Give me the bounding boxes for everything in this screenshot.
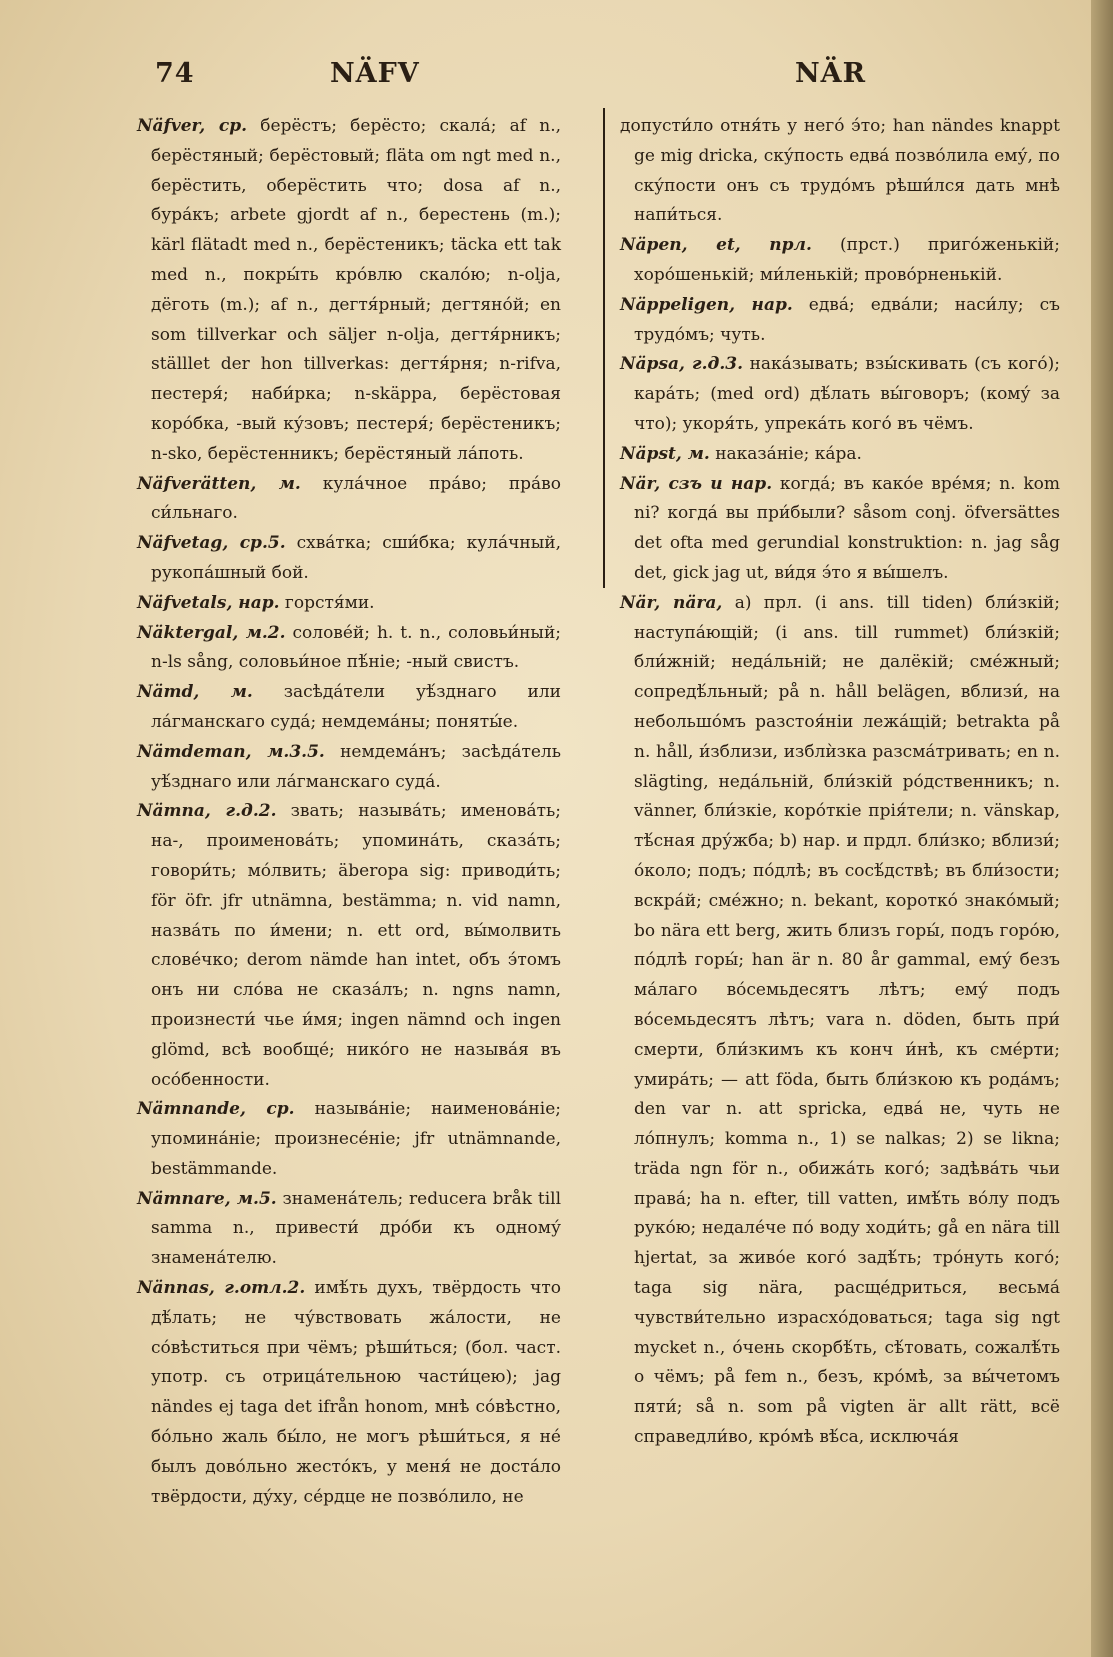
dictionary-entry [137,1095,561,1184]
entry-headword: Näfver, ср. [137,116,248,136]
page-number: 74 [155,58,195,89]
entry-definition: схва́тка; сши́бка; кула́чный, рукопа́шный бой. [151,533,562,583]
entry-headword: Nämnare, м.5. [137,1188,277,1209]
entry-headword: Näfvetag, ср.5. [137,533,286,554]
entry-headword: Näfverätten, м. [137,473,301,494]
column-divider [603,108,605,588]
entry-definition: звать; называ́ть; именова́ть; на-, проименова́ть; упомина́ть, сказа́ть; говори́ть; мо́лвить; äberopa sig: приводи́ть; för öfr. jfr utnämna, bestämma; n. vid namn, назва́ть по и́мени; n. ett ord, вы́молвить слове́чко; derom nämde han intet, объ э́томъ онъ ни сло́ва не сказа́лъ; n. ngns namn, произнести́ чье и́мя; ingen nämnd och ingen glömd, всѣ вообще́; нико́го не называ́я въ осо́бенности. [151,801,561,1090]
entry-definition: горстя́ми. [284,592,375,613]
dictionary-entry [137,1185,561,1274]
dictionary-entry [620,350,1060,439]
entry-definition: солове́й; h. t. n., соловьи́ный; n-ls sång, соловьи́ное пѣ́ніе; -ный свистъ. [151,622,562,673]
book-edge [1091,0,1113,1657]
entry-headword: Nämna, г.д.2. [137,801,277,822]
entry-definition: кула́чное пра́во; пра́во си́льнаго. [151,473,561,524]
dictionary-entry [137,112,561,470]
entry-definition: a) прл. (i ans. till tiden) бли́зкій; наступа́ющій; (i ans. till rummet) бли́зкій; бли́жній; неда́льній; не далёкій; сме́жный; сопредѣ́льный; på n. håll belägen, вблизи́, на небольшо́мъ разстоя́ніи лежа́щій; betrakta på n. håll, и́зблизи, изблѝзка разсма́тривать; en n. slägting, неда́льній, бли́зкій ро́дственникъ; n. vänner, бли́зкіе, коро́ткіе прія́тели; n. vänskap, тѣ́сная дру́жба; b) нар. и прдл. бли́зко; вблизи́; о́коло; подъ; по́длѣ; въ сосѣ́дствѣ; въ бли́зости; вскра́й; сме́жно; n. bekant, коротко́ знако́мый; bo nära ett berg, жить близъ горы́, подъ горо́ю, по́длѣ горы́; han är n. 80 år gammal, ему́ безъ ма́лаго во́семьдесятъ лѣтъ; ему́ подъ во́семьдесятъ лѣтъ; vara n. döden, быть при́ смерти, бли́зкимъ къ конч и́нѣ, къ сме́рти; умира́ть; — att föda, быть бли́зкою къ рода́мъ; den var n. att spricka, едва́ не, чуть не ло́пнулъ; komma n., 1) se nalkas; 2) se likna; träda ngn för n., обижа́ть кого́; задѣва́ть чьи права́; ha n. efter, till vatten, имѣ́ть во́лу подъ руко́ю; недале́че по́ воду ходи́ть; gå en nära till hjertat, за живо́е кого́ задѣ́ть; тро́нуть кого́; taga sig nära, расще́дриться, весьма́ чувстви́тельно израсхо́доваться; taga sig ngt mycket n., о́чень скорбѣ́ть, сѣ́товать, сожалѣ́ть о чёмъ; på fem n., безъ, кро́мѣ, за вы́четомъ пяти́; så n. som på vigten är allt rätt, всё справедли́во, кро́мѣ вѣ́са, исключа́я [634,592,1060,1448]
dictionary-entry [620,440,1060,470]
entry-headword: Näppeligen, нар. [620,294,793,315]
entry-definition: знамена́тель; reducera bråk till samma n., привести́ дро́би къ одному́ знамена́телю. [151,1188,562,1269]
entry-definition: засѣда́тели уѣ́зднаго или ла́гманскаго суда́; немдема́ны; поняты́е. [151,682,561,732]
entry-headword: Nämnande, ср. [137,1099,295,1120]
dictionary-entry [137,470,561,530]
entry-definition: (прст.) приго́женькій; хоро́шенькій; ми́ленькій; прово́рненькій. [634,235,1060,285]
entry-headword: Näktergal, м.2. [137,622,286,643]
dictionary-entry [137,738,561,798]
entry-headword: När, nära, [620,592,723,613]
right-column [620,112,1060,1453]
entry-definition: когда́; въ како́е вре́мя; n. kom ni? когда́ вы при́были? såsom conj. öfversättes det ofta med gerundial konstruktion: n. jag såg det, gick jag ut, ви́дя э́то я вы́шелъ. [634,473,1060,583]
entry-headword: Näfvetals, нар. [137,592,280,613]
dictionary-entry [137,1274,561,1512]
dictionary-entry [137,589,561,619]
entry-definition: немдема́нъ; засѣда́тель уѣ́зднаго или ла́гманскаго суда́. [151,741,561,792]
dictionary-entry [620,291,1060,351]
page-header [155,58,955,98]
entry-definition: нака́зывать; взы́скивать (съ кого́); кара́ть; (med ord) дѣ́лать вы́говоръ; (кому́ за что); укоря́ть, упрека́ть кого́ въ чёмъ. [634,354,1060,434]
dictionary-entry [620,589,1060,1453]
dictionary-entry [620,231,1060,291]
dictionary-entry [137,529,561,589]
entry-headword: Nämdeman, м.3.5. [137,741,325,762]
dictionary-entry [137,797,561,1095]
entry-definition: допусти́ло отня́ть у него́ э́то; han nändes knappt ge mig dricka, ску́пость едва́ позво́лила ему́, по ску́пости онъ съ трудо́мъ рѣши́лся дать мнѣ напи́ться. [620,116,1060,226]
dictionary-entry [620,112,1060,231]
entry-definition: имѣ́ть духъ, твёрдость что дѣ́лать; не чу́вствовать жа́лости, не со́вѣститься при чёмъ; рѣши́ться; (бол. част. употр. съ отрица́тельною части́цею); jag nändes ej taga det ifrån honom, мнѣ со́вѣстно, бо́льно жаль бы́ло, не могъ рѣши́ться, я не́ былъ дово́льно жесто́къ, у меня́ не доста́ло твёрдости, ду́ху, се́рдце не позво́лило, не [151,1278,561,1507]
entry-headword: Nämd, м. [137,682,253,703]
entry-headword: När, сзъ и нар. [620,473,773,494]
left-guide-word: NÄFV [330,58,420,89]
dictionary-entry [620,470,1060,589]
entry-definition: едва́; едва́ли; наси́лу; съ трудо́мъ; чуть. [634,294,1060,345]
entry-definition: наказа́ніе; ка́ра. [715,443,862,464]
left-column [137,112,561,1512]
right-guide-word: NÄR [795,58,867,89]
entry-definition: называ́ніе; наименова́ніе; упомина́ніе; произнесе́ніе; jfr utnämnande, bestämmande. [151,1099,561,1179]
entry-definition: берёстъ; берёсто; скала́; af n., берёстяный; берёстовый; fläta om ngt med n., берёстить, оберёстить что; dosa af n., бура́къ; arbete gjordt af n., берестень (m.); kärl flätadt med n., берёстеникъ; täcka ett tak med n., покры́ть кро́влю скало́ю; n-olja, дёготь (m.); af n., дегтя́рный; дегтяно́й; en som tillverkar och säljer n-olja, дегтя́рникъ; ställlet der hon tillverkas: дегтя́рня; n-rifva, пестеря́; наби́рка; n-skäppa, берёстовая коро́бка, -вый ку́зовъ; пестеря́; берёстеникъ; n-sko, берёстенникъ; берёстяный ла́поть. [151,116,562,464]
entry-headword: Näpsa, г.д.3. [620,354,744,375]
entry-headword: Näpen, et, прл. [620,235,812,256]
dictionary-entry [137,678,561,738]
entry-headword: Näpst, м. [620,443,710,464]
dictionary-entry [137,619,561,679]
entry-headword: Nännas, г.отл.2. [137,1278,306,1299]
